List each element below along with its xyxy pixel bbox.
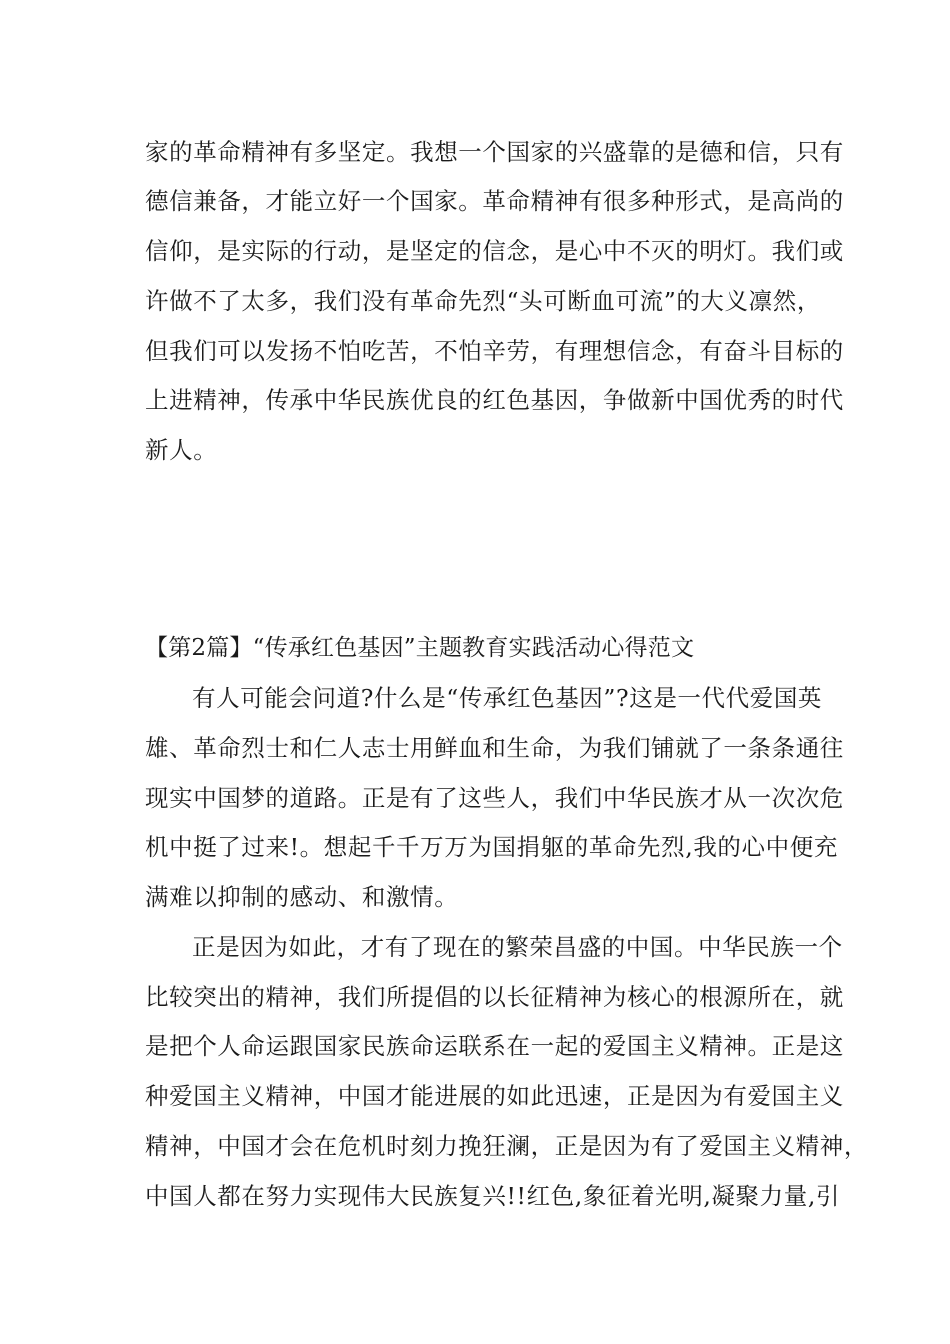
text-line: 比较突出的精神，我们所提倡的以长征精神为核心的根源所在，就	[145, 983, 844, 1011]
text-line: 机中挺了过来!。想起千千万万为国捐躯的革命先烈,我的心中便充	[145, 833, 838, 861]
text-line: 上进精神，传承中华民族优良的红色基因，争做新中国优秀的时代	[145, 386, 844, 414]
text-line: 现实中国梦的道路。正是有了这些人，我们中华民族才从一次次危	[145, 784, 844, 812]
text-line: 但我们可以发扬不怕吃苦，不怕辛劳，有理想信念，有奋斗目标的	[145, 337, 844, 365]
text-line: 德信兼备，才能立好一个国家。革命精神有很多种形式，是高尚的	[145, 187, 844, 215]
text-line: 雄、革命烈士和仁人志士用鲜血和生命，为我们铺就了一条条通往	[145, 734, 844, 762]
text-line: 信仰，是实际的行动，是坚定的信念，是心中不灭的明灯。我们或	[145, 237, 844, 265]
text-line: 有人可能会问道?什么是“传承红色基因”?这是一代代爱国英	[192, 684, 823, 712]
text-line: 新人。	[145, 436, 218, 464]
text-line: 是把个人命运跟国家民族命运联系在一起的爱国主义精神。正是这	[145, 1032, 844, 1060]
text-line: 满难以抑制的感动、和激情。	[145, 883, 459, 911]
text-line: 种爱国主义精神，中国才能进展的如此迅速，正是因为有爱国主义	[145, 1082, 844, 1110]
text-line: 中国人都在努力实现伟大民族复兴!!红色,象征着光明,凝聚力量,引	[145, 1182, 840, 1210]
text-line: 许做不了太多，我们没有革命先烈“头可断血可流”的大义凛然，	[145, 287, 821, 315]
text-line: 正是因为如此，才有了现在的繁荣昌盛的中国。中华民族一个	[192, 933, 843, 961]
section-heading: 【第2篇】“传承红色基因”主题教育实践活动心得范文	[145, 635, 695, 661]
text-line: 精神，中国才会在危机时刻力挽狂澜，正是因为有了爱国主义精神，	[145, 1132, 868, 1160]
text-line: 家的革命精神有多坚定。我想一个国家的兴盛靠的是德和信，只有	[145, 138, 844, 166]
